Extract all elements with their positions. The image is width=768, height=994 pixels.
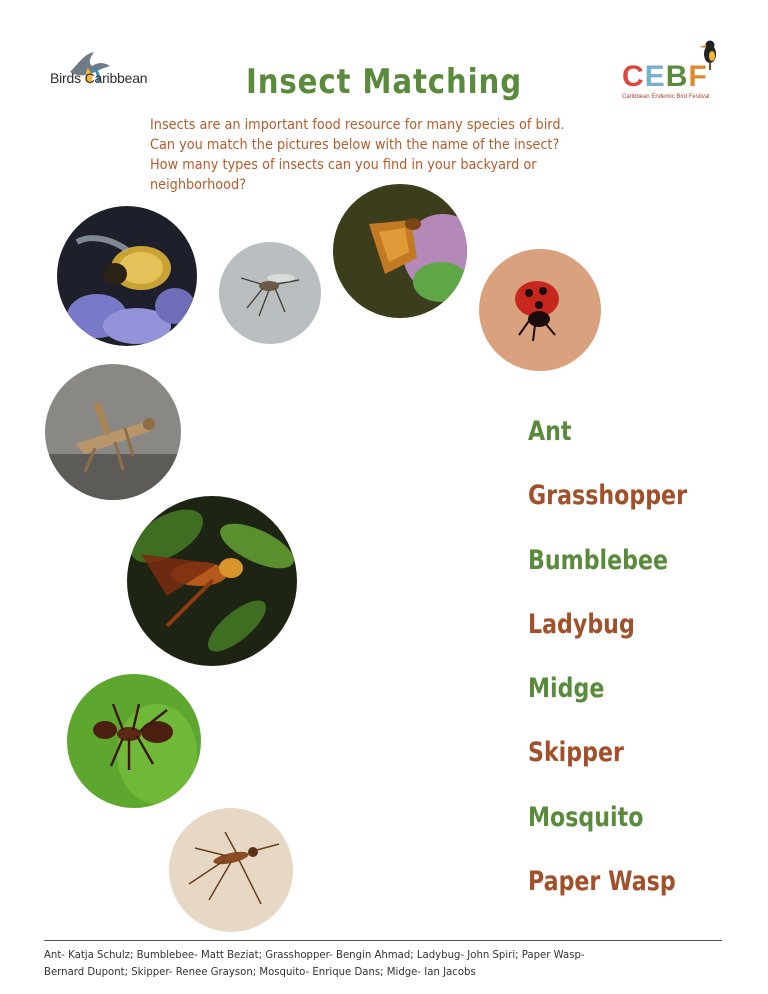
word-skipper: Skipper: [528, 737, 624, 769]
cebf-letter-e: E: [644, 60, 666, 93]
skipper-photo: [333, 184, 467, 318]
word-midge: Midge: [528, 673, 605, 705]
photo-credits: [44, 946, 688, 980]
ladybug-photo: [479, 249, 601, 371]
skipper-icon: [333, 184, 467, 318]
word-bumblebee: Bumblebee: [528, 544, 669, 576]
midge-photo: [219, 242, 321, 344]
cebf-letter-f: F: [688, 60, 708, 93]
word-paper-wasp: Paper Wasp: [528, 866, 676, 898]
photo-credits-line-1: Ant- Katja Schulz; Bumblebee- Matt Beziat; Grasshopper- Bengin Ahmad; Ladybug- John Spiri; Paper Wasp-: [44, 948, 585, 961]
midge-icon: [219, 242, 321, 344]
grasshopper-photo: [45, 364, 181, 500]
mosquito-icon: [169, 808, 293, 932]
word-ladybug: Ladybug: [528, 608, 635, 640]
mosquito-photo: [169, 808, 293, 932]
word-mosquito: Mosquito: [528, 801, 644, 833]
paper-wasp-photo: [127, 496, 297, 666]
ant-photo: [67, 674, 201, 808]
paper-wasp-icon: [127, 496, 297, 666]
insect-word-list: [528, 408, 748, 922]
footer-divider: [44, 940, 722, 941]
cebf-letter-c: C: [622, 60, 645, 93]
word-ant: Ant: [528, 416, 572, 447]
ant-icon: [67, 674, 201, 808]
cebf-letter-b: B: [665, 60, 689, 93]
bumblebee-photo: [57, 206, 197, 346]
grasshopper-icon: [45, 364, 181, 500]
page-title: Insect Matching: [245, 62, 523, 102]
birds-caribbean-wordmark: Birds Caribbean: [50, 70, 148, 86]
word-grasshopper: Grasshopper: [528, 480, 688, 512]
bumblebee-icon: [57, 206, 197, 346]
photo-credits-line-2: Bernard Dupont; Skipper- Renee Grayson; Mosquito- Enrique Dans; Midge- Ian Jacobs: [44, 965, 476, 978]
ladybug-icon: [479, 249, 601, 371]
intro-paragraph: Insects are an important food resource for many species of bird. Can you match the pictures below with the name of the insect? How many types of insects can you find in your backyard or neighborhood?: [150, 117, 565, 193]
cebf-subtitle: Caribbean Endemic Bird Festival: [622, 94, 710, 100]
